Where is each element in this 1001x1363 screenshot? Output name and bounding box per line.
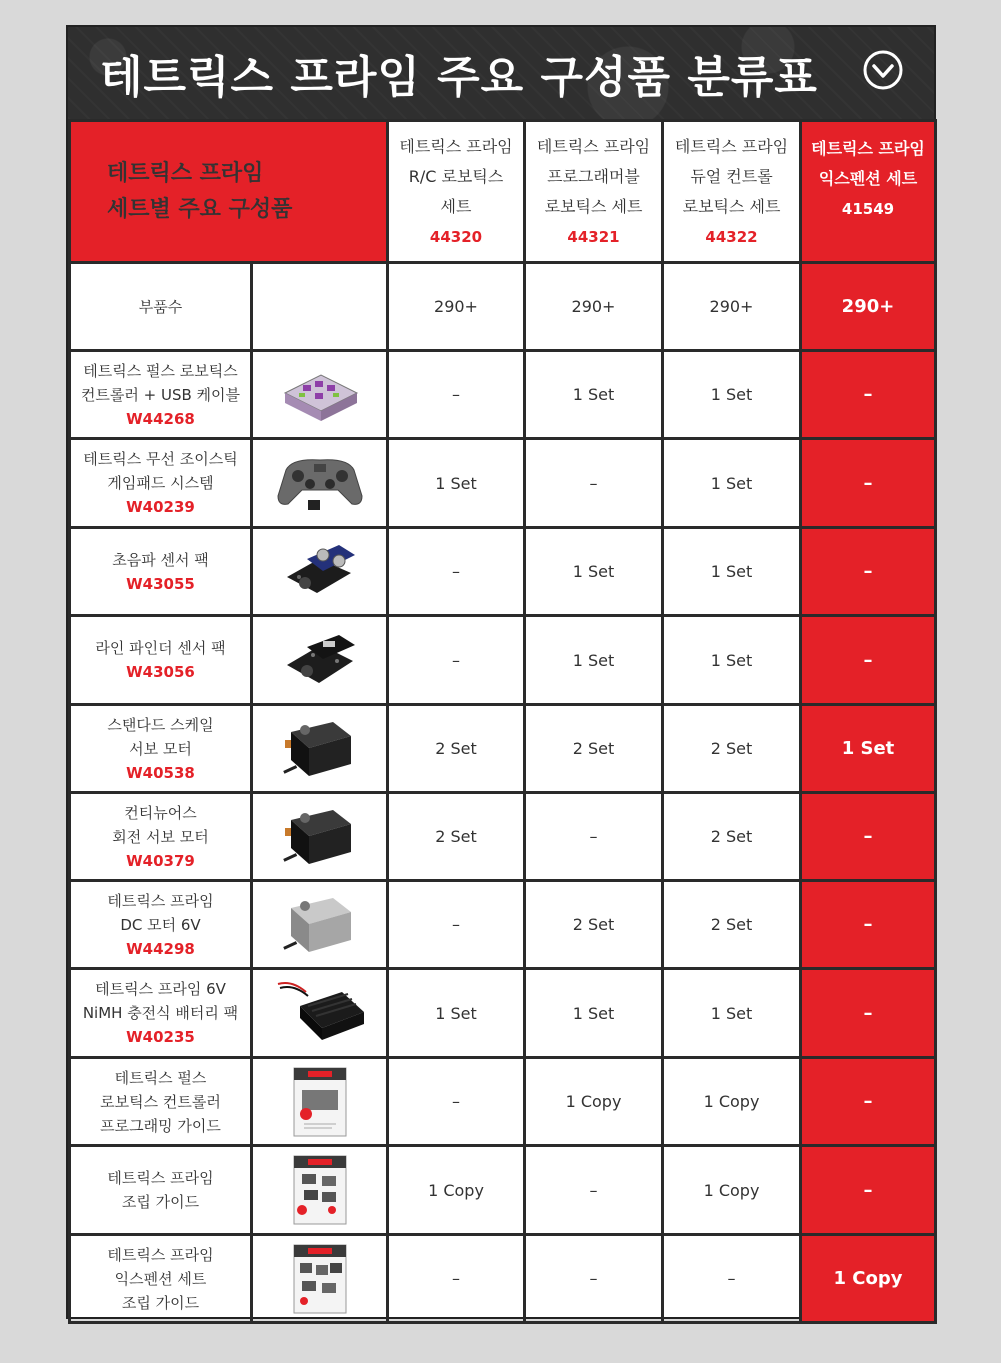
header-line: 테트릭스 프라임 bbox=[811, 139, 925, 158]
header-code: 41549 bbox=[841, 200, 895, 218]
value-cell: 290+ bbox=[801, 263, 936, 351]
value-cell: 2 Set bbox=[525, 705, 663, 793]
table-row bbox=[70, 528, 936, 616]
component-name-line: 테트릭스 무선 조이스틱 bbox=[83, 450, 238, 468]
value-cell: – bbox=[388, 528, 525, 616]
component-image-cell bbox=[252, 1235, 388, 1323]
component-image-cell bbox=[252, 969, 388, 1058]
header-line: 익스펜션 세트 bbox=[818, 169, 918, 188]
component-image-cell bbox=[252, 1058, 388, 1146]
gamepad-icon bbox=[253, 448, 386, 518]
header-line: 테트릭스 프라임 bbox=[674, 136, 789, 156]
component-name-line: DC 모터 6V bbox=[120, 915, 201, 934]
value-cell: – bbox=[801, 881, 936, 969]
value-cell: – bbox=[801, 616, 936, 705]
component-name-line: 프로그래밍 가이드 bbox=[100, 1116, 221, 1135]
value-cell: 1 Set bbox=[663, 616, 801, 705]
component-name-cell bbox=[70, 616, 252, 705]
component-image-cell bbox=[252, 616, 388, 705]
component-name-cell bbox=[70, 881, 252, 969]
component-image-cell bbox=[252, 263, 388, 351]
table-row bbox=[70, 1235, 936, 1323]
component-name-cell bbox=[70, 969, 252, 1058]
component-name-line: 라인 파인더 센서 팩 bbox=[95, 639, 226, 657]
banner bbox=[68, 27, 934, 119]
value-cell: – bbox=[525, 1235, 663, 1323]
value-cell: 290+ bbox=[663, 263, 801, 351]
table-row bbox=[70, 969, 936, 1058]
table-row bbox=[70, 616, 936, 705]
component-name-line: 테트릭스 프라임 bbox=[107, 1245, 214, 1264]
header-line: R/C 로보틱스 bbox=[408, 166, 504, 186]
servo-motor-icon bbox=[253, 714, 386, 784]
value-cell: – bbox=[388, 351, 525, 439]
expansion-guide-icon bbox=[253, 1243, 386, 1315]
value-cell: – bbox=[801, 1058, 936, 1146]
value-cell: – bbox=[801, 969, 936, 1058]
value-cell: 1 Copy bbox=[525, 1058, 663, 1146]
value-cell: 290+ bbox=[525, 263, 663, 351]
value-cell: 1 Set bbox=[663, 969, 801, 1058]
comparison-sheet bbox=[66, 25, 936, 1319]
component-image-cell bbox=[252, 881, 388, 969]
value-cell: 2 Set bbox=[663, 705, 801, 793]
component-name-cell bbox=[70, 793, 252, 881]
value-cell: 1 Set bbox=[525, 616, 663, 705]
component-name-line: 컨티뉴어스 bbox=[124, 803, 197, 822]
value-cell: 1 Copy bbox=[663, 1146, 801, 1235]
value-cell: – bbox=[801, 793, 936, 881]
header-line: 듀얼 컨트롤 bbox=[690, 166, 773, 186]
value-cell: 290+ bbox=[388, 263, 525, 351]
component-name-line: 회전 서보 모터 bbox=[112, 827, 209, 846]
header-line: 로보틱스 세트 bbox=[682, 196, 781, 216]
component-name-line: 게임패드 시스템 bbox=[107, 474, 214, 492]
table-row bbox=[70, 439, 936, 528]
component-image-cell bbox=[252, 1146, 388, 1235]
component-code: W40239 bbox=[126, 498, 195, 516]
value-cell: – bbox=[663, 1235, 801, 1323]
battery-pack-icon bbox=[253, 978, 386, 1048]
component-name-line: 조립 가이드 bbox=[121, 1293, 200, 1312]
value-cell: 1 Set bbox=[388, 439, 525, 528]
header-col-44321 bbox=[525, 121, 663, 263]
page-title: 테트릭스 프라임 주요 구성품 분류표 bbox=[100, 52, 818, 103]
component-name-line: 테트릭스 펄스 bbox=[114, 1068, 207, 1087]
component-name-cell bbox=[70, 1058, 252, 1146]
component-name-line: NiMH 충전식 배터리 팩 bbox=[82, 1004, 239, 1022]
component-name-cell bbox=[70, 439, 252, 528]
value-cell: 2 Set bbox=[663, 793, 801, 881]
value-cell: 1 Set bbox=[525, 351, 663, 439]
value-cell: 1 Set bbox=[801, 705, 936, 793]
component-code: W44268 bbox=[126, 409, 195, 428]
component-name-cell bbox=[70, 351, 252, 439]
component-code: W43055 bbox=[126, 574, 195, 593]
value-cell: 1 Set bbox=[663, 528, 801, 616]
component-name-line: 테트릭스 프라임 6V bbox=[95, 980, 226, 998]
component-name-line: 로보틱스 컨트롤러 bbox=[100, 1092, 221, 1111]
component-name-line: 스탠다드 스케일 bbox=[107, 715, 214, 734]
value-cell: – bbox=[801, 528, 936, 616]
table-row bbox=[70, 1146, 936, 1235]
table-row bbox=[70, 881, 936, 969]
value-cell: – bbox=[525, 1146, 663, 1235]
component-code: W44298 bbox=[126, 939, 195, 958]
value-cell: 1 Set bbox=[663, 351, 801, 439]
ultrasonic-sensor-icon bbox=[253, 537, 386, 607]
component-name-line: 익스펜션 세트 bbox=[114, 1269, 207, 1288]
value-cell: – bbox=[388, 1235, 525, 1323]
header-code: 44320 bbox=[429, 227, 483, 246]
component-image-cell bbox=[252, 793, 388, 881]
component-name-line: 부품수 bbox=[138, 297, 183, 316]
component-code: W43056 bbox=[126, 663, 195, 681]
header-code: 44322 bbox=[705, 227, 758, 246]
component-name-cell bbox=[70, 705, 252, 793]
continuous-servo-icon bbox=[253, 802, 386, 872]
header-line: 테트릭스 프라임 bbox=[536, 136, 651, 156]
component-table bbox=[68, 119, 937, 1324]
value-cell: 1 Copy bbox=[388, 1146, 525, 1235]
header-line: 세트 bbox=[440, 196, 472, 216]
value-cell: – bbox=[388, 616, 525, 705]
value-cell: 1 Set bbox=[663, 439, 801, 528]
dc-motor-icon bbox=[253, 890, 386, 960]
component-code: W40235 bbox=[126, 1028, 195, 1046]
header-line: 프로그래머블 bbox=[547, 166, 640, 186]
build-guide-icon bbox=[253, 1154, 386, 1226]
chevron-down-circle-icon[interactable] bbox=[862, 49, 904, 91]
controller-icon bbox=[253, 365, 386, 425]
value-cell: 1 Copy bbox=[663, 1058, 801, 1146]
value-cell: 1 Set bbox=[525, 969, 663, 1058]
value-cell: 2 Set bbox=[388, 793, 525, 881]
component-name-line: 테트릭스 펄스 로보틱스 bbox=[83, 361, 238, 380]
value-cell: – bbox=[801, 351, 936, 439]
table-row bbox=[70, 351, 936, 439]
header-line: 테트릭스 프라임 bbox=[399, 136, 513, 156]
value-cell: 2 Set bbox=[525, 881, 663, 969]
component-name-line: 초음파 센서 팩 bbox=[112, 550, 209, 569]
value-cell: 2 Set bbox=[388, 705, 525, 793]
table-row bbox=[70, 793, 936, 881]
value-cell: – bbox=[525, 439, 663, 528]
component-image-cell bbox=[252, 439, 388, 528]
component-code: W40538 bbox=[126, 763, 195, 782]
header-left-line1: 테트릭스 프라임 bbox=[107, 160, 264, 186]
value-cell: – bbox=[801, 439, 936, 528]
header-code: 44321 bbox=[567, 227, 620, 246]
value-cell: – bbox=[801, 1146, 936, 1235]
component-code: W40379 bbox=[126, 851, 195, 870]
value-cell: 1 Set bbox=[388, 969, 525, 1058]
programming-guide-icon bbox=[253, 1066, 386, 1138]
component-name-cell bbox=[70, 1146, 252, 1235]
component-image-cell bbox=[252, 705, 388, 793]
header-col-41549 bbox=[801, 121, 936, 263]
component-name-line: 테트릭스 프라임 bbox=[107, 1169, 214, 1187]
value-cell: 1 Copy bbox=[801, 1235, 936, 1323]
component-image-cell bbox=[252, 351, 388, 439]
header-col-44320 bbox=[388, 121, 525, 263]
header-left-line2: 세트별 주요 구성품 bbox=[107, 196, 293, 222]
header-left-cell bbox=[70, 121, 388, 263]
line-finder-sensor-icon bbox=[253, 625, 386, 695]
component-name-cell bbox=[70, 1235, 252, 1323]
table-row bbox=[70, 705, 936, 793]
component-name-cell bbox=[70, 528, 252, 616]
component-name-line: 컨트롤러 + USB 케이블 bbox=[80, 385, 241, 404]
component-name-line: 서보 모터 bbox=[129, 739, 192, 758]
value-cell: – bbox=[388, 1058, 525, 1146]
table-row bbox=[70, 1058, 936, 1146]
component-name-line: 조립 가이드 bbox=[121, 1193, 200, 1211]
value-cell: – bbox=[525, 793, 663, 881]
value-cell: – bbox=[388, 881, 525, 969]
value-cell: 1 Set bbox=[525, 528, 663, 616]
component-image-cell bbox=[252, 528, 388, 616]
component-name-line: 테트릭스 프라임 bbox=[107, 891, 214, 910]
header-line: 로보틱스 세트 bbox=[544, 196, 643, 216]
value-cell: 2 Set bbox=[663, 881, 801, 969]
component-name-cell bbox=[70, 263, 252, 351]
table-row bbox=[70, 263, 936, 351]
header-col-44322 bbox=[663, 121, 801, 263]
header-row bbox=[70, 121, 936, 263]
